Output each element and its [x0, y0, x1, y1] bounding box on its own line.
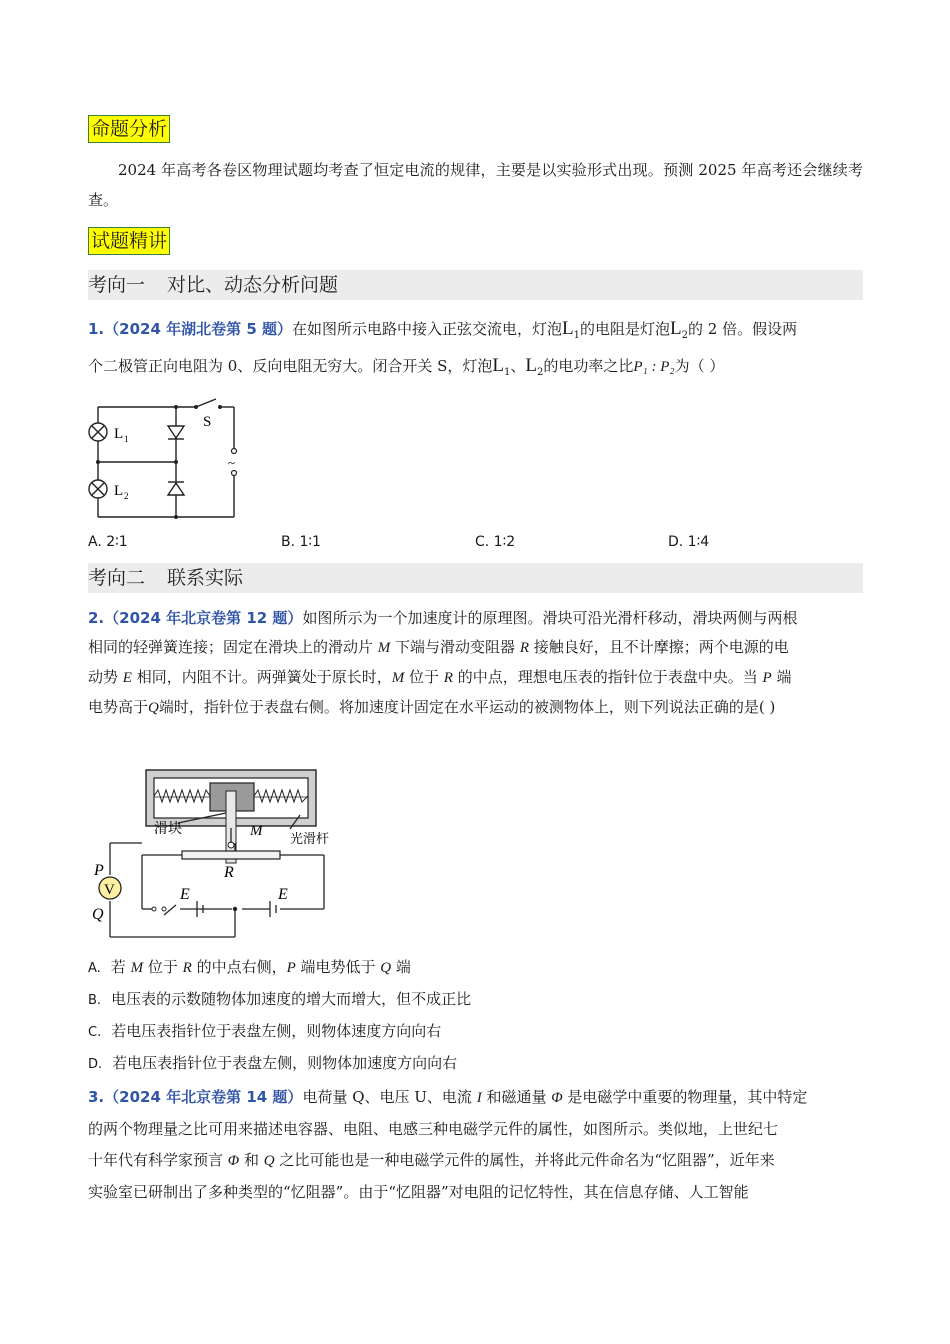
q2-option-a-t2: 位于 [143, 958, 183, 976]
q3-line1c: 是电磁学中重要的物理量，其中特定 [562, 1088, 808, 1106]
q1-text-e: 、 [510, 357, 526, 375]
heading-lecture: 试题精讲 [88, 227, 170, 255]
q2-option-a-t5: 端 [391, 958, 411, 976]
q3-sym-phi2: Φ [227, 1153, 240, 1169]
fig2-E2-label: E [278, 886, 288, 903]
q2-sym-E: E [122, 670, 132, 686]
fig1-L1-label: L [114, 426, 124, 442]
q1-L1-again: L [492, 355, 504, 376]
q2-source: （2024 年北京卷第 12 题） [104, 609, 303, 627]
q1-L1-sub: 1 [573, 330, 580, 341]
q3-line3a: 十年代有科学家预言 [88, 1151, 228, 1169]
q3-line4: 实验室已研制出了多种类型的“忆阻器”。由于“忆阻器”对电阻的记忆特性，其在信息存储、人工智能 [88, 1183, 749, 1201]
q2-option-a-Q: Q [380, 960, 392, 976]
q2-line4a: 电势高于 [88, 698, 149, 716]
q3-line2: 的两个物理量之比可用来描述电容器、电阻、电感三种电磁学元件的属性，如图所示。类似地，上世纪七 [88, 1120, 779, 1138]
q1-text-b: 的电阻是灯泡 [580, 320, 671, 338]
q1-option-c[interactable]: C. 1∶2 [475, 534, 516, 550]
fig2-rod-label: 光滑杆 [290, 831, 330, 846]
q2-option-a-label: A. [88, 961, 101, 976]
q2-line3d: 的中点，理想电压表的指针位于表盘中央。当 [452, 668, 763, 686]
q2-number: 2. [88, 609, 105, 627]
fig2-slider-label: 滑块 [154, 822, 182, 837]
heading-analysis: 命题分析 [88, 115, 170, 143]
q2-sym-Q: Q [148, 700, 159, 716]
q2-option-a-R: R [182, 960, 192, 976]
section-1-label: 考向一 [88, 274, 146, 296]
fig2-P-label: P [94, 862, 104, 879]
section-1-title: 对比、动态分析问题 [167, 274, 339, 296]
q2-option-d[interactable] [88, 1052, 457, 1076]
q1-text-d: 个二极管正向电阻为 0、反向电阻无穷大。闭合开关 S，灯泡 [88, 357, 493, 375]
q3-number: 3. [88, 1088, 105, 1106]
q1-L1-sub-again: 1 [503, 367, 511, 378]
question-1-text [88, 314, 863, 388]
fig2-voltmeter-label: V [104, 882, 115, 898]
q1-L2-sub-again: 2 [536, 367, 544, 378]
q3-sym-Q: Q [263, 1153, 275, 1169]
section-2-title: 联系实际 [167, 567, 244, 589]
fig2-R-label: R [224, 864, 234, 881]
q3-line3b: 和 [239, 1151, 264, 1169]
fig1-L1-sub: 1 [124, 434, 129, 444]
q1-circuit-diagram [84, 395, 254, 525]
q1-text-a: 在如图所示电路中接入正弦交流电，灯泡 [292, 320, 563, 338]
q2-option-d-text: 若电压表指针位于表盘左侧，则物体加速度方向向右 [112, 1054, 458, 1072]
q1-source: （2024 年湖北卷第 5 题） [104, 320, 292, 338]
section-2-header [88, 563, 863, 593]
q2-line3e: 端 [771, 668, 792, 686]
q1-option-b[interactable]: B. 1∶1 [281, 534, 321, 550]
fig2-M-label: M [250, 823, 263, 839]
section-2-label: 考向二 [88, 567, 146, 589]
question-2-text [88, 604, 863, 723]
fig2-Q-label: Q [92, 906, 104, 923]
q3-sym-I: I [476, 1090, 482, 1106]
fig2-E1-label: E [180, 886, 190, 903]
q1-L2-sub: 2 [681, 330, 688, 341]
q2-line3b: 相同，内阻不计。两弹簧处于原长时， [131, 668, 392, 686]
q2-sym-M2: M [391, 670, 405, 686]
q2-sym-R: R [519, 640, 529, 656]
q1-L2-again: L [525, 355, 537, 376]
q1-text-g: 为（ ） [674, 357, 725, 375]
q2-line4b: 端时，指针位于表盘右侧。将加速度计固定在水平运动的被测物体上，则下列说法正确的是( ) [158, 698, 776, 716]
q3-line1b: 和磁通量 [481, 1088, 552, 1106]
fig1-ac-label: ~ [228, 455, 236, 470]
q2-line1: 如图所示为一个加速度计的原理图。滑块可沿光滑杆移动，滑块两侧与两根 [302, 609, 798, 627]
q2-option-b-label: B. [88, 993, 102, 1008]
fig1-L2-sub: 2 [124, 491, 129, 501]
q2-option-b[interactable] [88, 988, 471, 1012]
q2-accelerometer-diagram [90, 765, 330, 945]
q1-ratio: P₁ : P₂ [633, 359, 675, 375]
q2-line3a: 动势 [88, 668, 123, 686]
q1-option-d[interactable]: D. 1∶4 [668, 534, 710, 550]
q1-number: 1. [88, 320, 105, 338]
q2-line3c: 位于 [404, 668, 444, 686]
question-3-text [88, 1082, 863, 1208]
q2-option-c[interactable] [88, 1020, 441, 1044]
q2-sym-M: M [377, 640, 391, 656]
q2-line2c: 接触良好，且不计摩擦；两个电源的电 [529, 638, 789, 656]
q2-option-b-text: 电压表的示数随物体加速度的增大而增大，但不成正比 [111, 990, 472, 1008]
q2-option-a-t3: 的中点右侧， [191, 958, 287, 976]
q2-option-a-P: P [286, 960, 296, 976]
q1-L1: L [562, 318, 574, 339]
section-1-header [88, 270, 863, 300]
q1-L2: L [670, 318, 682, 339]
fig1-L2-label: L [114, 483, 124, 499]
q2-line2b: 下端与滑动变阻器 [390, 638, 520, 656]
q2-option-a-t4: 端电势低于 [295, 958, 381, 976]
q2-option-a-t1: 若 [110, 958, 131, 976]
q3-line3c: 之比可能也是一种电磁学元件的属性，并将此元件命名为“忆阻器”，近年来 [274, 1151, 775, 1169]
q1-text-f: 的电功率之比 [543, 357, 634, 375]
q1-text-c: 的 2 倍。假设两 [688, 320, 798, 338]
q2-option-a-M: M [130, 960, 144, 976]
q2-option-a[interactable] [88, 956, 411, 980]
intro-paragraph: 2024 年高考各卷区物理试题均考查了恒定电流的规律，主要是以实验形式出现。预测 2025 年高考还会继续考查。 [88, 161, 863, 209]
fig1-switch-label: S [203, 414, 212, 430]
q2-line2a: 相同的轻弹簧连接；固定在滑块上的滑动片 [88, 638, 378, 656]
q2-sym-P: P [762, 670, 772, 686]
q2-option-d-label: D. [88, 1057, 103, 1072]
q2-option-c-label: C. [88, 1025, 102, 1040]
q3-sym-phi: Φ [551, 1090, 563, 1106]
q3-source: （2024 年北京卷第 14 题） [104, 1088, 303, 1106]
q2-option-c-text: 若电压表指针位于表盘左侧，则物体速度方向向右 [111, 1022, 442, 1040]
q3-line1a: 电荷量 Q、电压 U、电流 [302, 1088, 477, 1106]
q2-sym-R2: R [443, 670, 453, 686]
q1-option-a[interactable]: A. 2∶1 [88, 534, 128, 550]
